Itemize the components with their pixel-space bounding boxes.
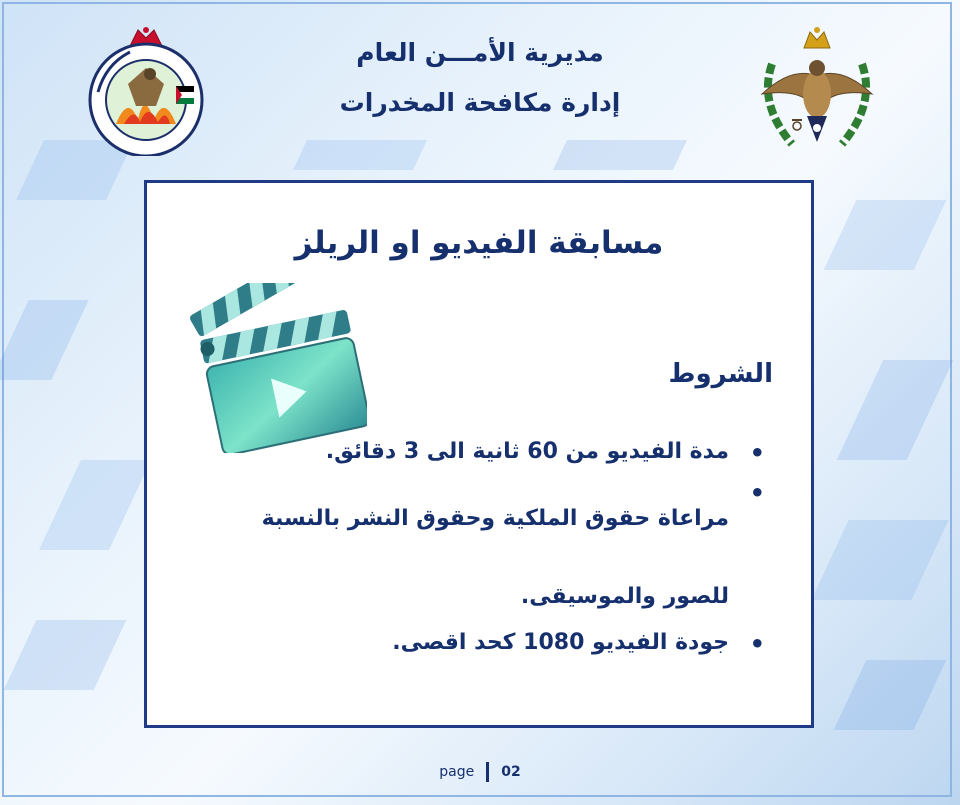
page-separator — [486, 762, 489, 782]
header-line-2: إدارة مكافحة المخدرات — [339, 88, 621, 117]
bullet-icon: • — [749, 630, 765, 658]
list-item: • جودة الفيديو 1080 كحد اقصى. — [392, 630, 765, 658]
conditions-list — [207, 439, 767, 658]
list-item: • مدة الفيديو من 60 ثانية الى 3 دقائق. — [325, 439, 765, 467]
card-title: مسابقة الفيديو او الريلز — [294, 225, 664, 261]
content-card — [144, 180, 814, 728]
header-line-1: مديرية الأمـــن العام — [356, 38, 604, 67]
page-label: page — [439, 764, 475, 780]
bg-shape — [293, 140, 427, 170]
video-clapperboard-icon — [187, 283, 367, 453]
bullet-icon: • — [749, 439, 765, 467]
bullet-icon: • — [749, 479, 765, 507]
bg-shape — [553, 140, 687, 170]
page-footer — [0, 762, 960, 782]
anti-narcotics-department-emblem-icon — [78, 24, 214, 156]
public-security-falcon-emblem-icon — [752, 24, 882, 156]
page-number: 02 — [501, 764, 521, 780]
list-item: • مراعاة حقوق الملكية وحقوق النشر بالنسبة للصور والموسيقى. — [207, 480, 767, 636]
conditions-heading: الشروط — [668, 359, 773, 389]
